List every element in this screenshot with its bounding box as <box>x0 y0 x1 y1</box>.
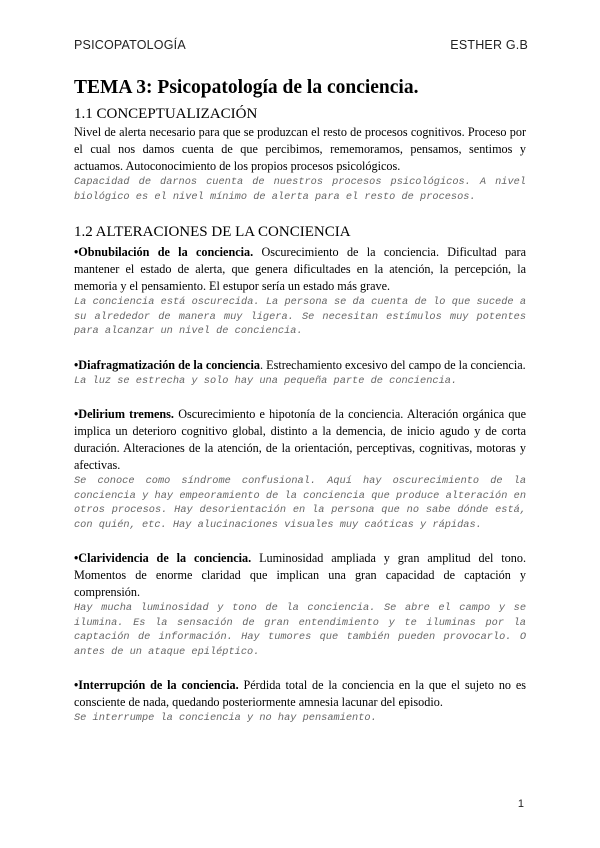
item-diafragmatizacion-note: La luz se estrecha y solo hay una pequeña parte de conciencia. <box>74 374 458 387</box>
item-interrupcion-term: •Interrupción de la conciencia. <box>74 678 239 692</box>
item-diafragmatizacion-description: . Estrechamiento excesivo del campo de la conciencia. <box>260 357 526 372</box>
item-diafragmatizacion-text <box>74 357 526 374</box>
header-author: ESTHER G.B <box>450 38 528 52</box>
item-delirium-text <box>74 406 526 474</box>
page-header <box>74 38 528 54</box>
page-content <box>74 76 526 726</box>
item-interrupcion-description: Pérdida total de la conciencia en la que el sujeto no es consciente de nada, quedando posteriormente amnesia lacunar del episodio. <box>74 678 527 709</box>
item-delirium-note: Se conoce como síndrome confusional. Aquí hay oscurecimiento de la conciencia y hay empeoramiento de la conciencia que produce alteración en otros procesos. Hay desorientación en la persona que no sabe dónde está, con quién, etc. Hay alucinaciones visuales muy caóticas y rápidas. <box>74 475 526 531</box>
item-interrupcion <box>74 677 526 726</box>
section-heading-conceptualizacion: 1.1 CONCEPTUALIZACIÓN <box>74 106 258 122</box>
item-interrupcion-text <box>74 677 526 711</box>
item-clarividencia-note: Hay mucha luminosidad y tono de la conciencia. Se abre el campo y se ilumina. Es la sensación de gran entendimiento y te iluminas por la captación de información. Hay tumores que también pueden provocarlo. O antes de un ataque epiléptico. <box>74 602 526 658</box>
item-obnubilacion-text <box>74 244 526 295</box>
item-delirium-term: •Delirium tremens. <box>74 407 174 421</box>
header-subject: PSICOPATOLOGÍA <box>74 38 186 52</box>
item-clarividencia <box>74 550 526 659</box>
page-title: TEMA 3: Psicopatología de la conciencia. <box>74 77 419 98</box>
item-diafragmatizacion-term: •Diafragmatización de la conciencia <box>74 357 261 372</box>
section-heading-alteraciones: 1.2 ALTERACIONES DE LA CONCIENCIA <box>74 224 351 240</box>
item-clarividencia-description: Luminosidad ampliada y gran amplitud del tono. Momentos de enorme claridad que implican una gran capacidad de captación y comprensión. <box>74 551 527 599</box>
section-note-conceptualizacion: Capacidad de darnos cuenta de nuestros procesos psicológicos. A nivel biológico es el nivel mínimo de alerta para el resto de procesos. <box>74 176 526 203</box>
item-clarividencia-text <box>74 550 526 601</box>
item-diafragmatizacion <box>74 357 526 389</box>
item-interrupcion-note: Se interrumpe la conciencia y no hay pensamiento. <box>74 712 377 724</box>
item-obnubilacion <box>74 244 526 339</box>
item-delirium <box>74 406 526 532</box>
item-obnubilacion-note: La conciencia está oscurecida. La persona se da cuenta de lo que sucede a su alrededor de manera muy ligera. Se necesitan estímulos muy potentes para alcanzar un nivel de conciencia. <box>74 296 526 337</box>
item-obnubilacion-description: Oscurecimiento de la conciencia. Dificultad para mantener el estado de alerta, que genera dificultades en la atención, la percepción, la memoria y el pensamiento. El estupor sería un estado más grave. <box>74 245 526 293</box>
item-obnubilacion-term: •Obnubilación de la conciencia. <box>74 245 254 259</box>
page-number: 1 <box>517 798 524 810</box>
section-body-conceptualizacion: Nivel de alerta necesario para que se produzcan el resto de procesos cognitivos. Proceso por el cual nos damos cuenta de que percibimos, rememoramos, pensamos, sentimos y actuamos. Autoconocimiento de los propios procesos psicológicos. <box>74 125 526 173</box>
item-clarividencia-term: •Clarividencia de la conciencia. <box>74 551 252 565</box>
item-delirium-description: Oscurecimiento e hipotonía de la conciencia. Alteración orgánica que implica un deterioro cognitivo global, distinto a la demencia, de inicio agudo y de corta duración. Alteraciones de la atención, de la orientación, perceptivas, cognitivas, motoras y afectivas. <box>74 407 526 472</box>
